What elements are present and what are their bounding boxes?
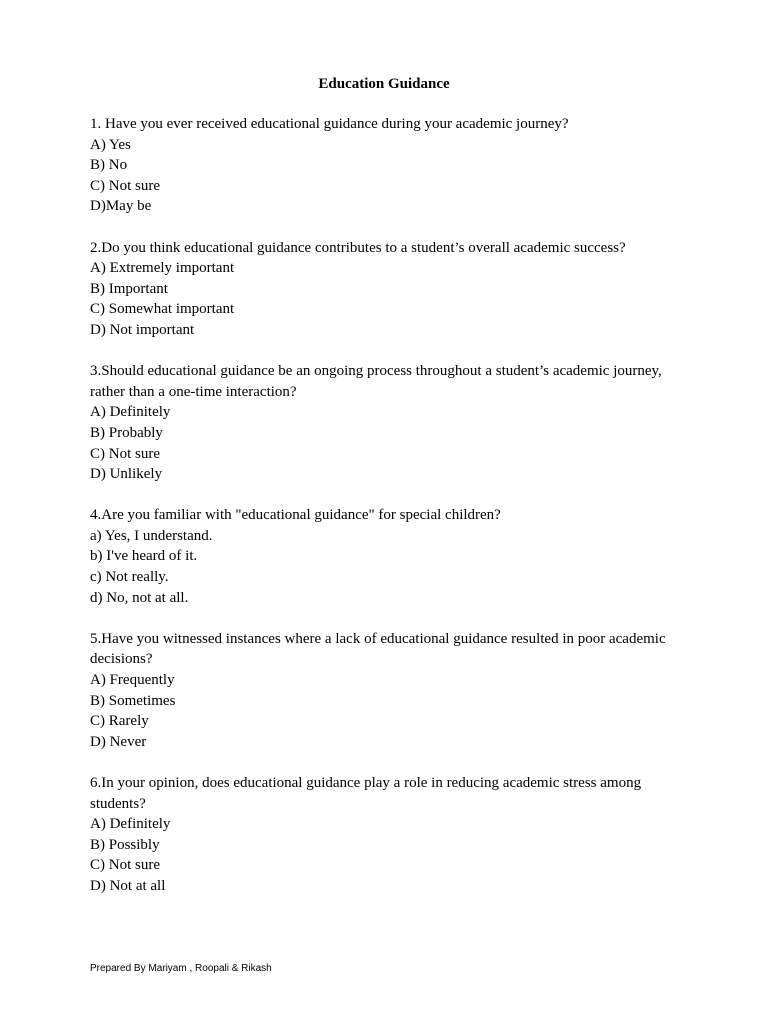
question-text: 5.Have you witnessed instances where a lack of educational guidance resulted in poor academic decisions? (90, 630, 666, 668)
answer-option: A) Frequently (90, 672, 175, 689)
question-4 (90, 505, 680, 608)
answer-option: C) Not sure (90, 177, 160, 194)
question-text: 3.Should educational guidance be an ongoing process throughout a student’s academic journey, rather than a one-time interaction? (90, 363, 662, 400)
question-text: 4.Are you familiar with "educational guidance" for special children? (90, 507, 501, 524)
answer-option: B) No (90, 157, 128, 174)
answer-option: d) No, not at all. (90, 589, 189, 606)
answer-option: D)May be (90, 198, 152, 215)
question-3 (90, 361, 680, 485)
answer-option: A) Definitely (90, 816, 171, 833)
answer-option: A) Extremely important (90, 260, 235, 277)
question-5 (90, 629, 680, 753)
answer-option: D) Not important (90, 321, 195, 338)
answer-option: B) Probably (90, 424, 163, 441)
question-6 (90, 773, 680, 897)
answer-option: a) Yes, I understand. (90, 527, 213, 544)
answer-option: D) Never (90, 733, 147, 750)
answer-option: c) Not really. (90, 569, 169, 586)
answer-option: C) Somewhat important (90, 301, 235, 318)
question-list (90, 114, 680, 917)
answer-option: b) I've heard of it. (90, 548, 198, 565)
answer-option: D) Unlikely (90, 466, 163, 483)
question-2 (90, 238, 680, 341)
footer-credit: Prepared By Mariyam , Roopali & Rikash (90, 963, 272, 974)
answer-option: C) Not sure (90, 445, 160, 462)
answer-option: B) Sometimes (90, 692, 176, 709)
question-text: 2.Do you think educational guidance contributes to a student’s overall academic success? (90, 239, 626, 256)
answer-option: B) Possibly (90, 836, 160, 853)
answer-option: D) Not at all (90, 877, 166, 894)
document-title: Education Guidance (318, 76, 450, 92)
question-text: 6.In your opinion, does educational guidance play a role in reducing academic stress among students? (90, 775, 642, 812)
answer-option: C) Not sure (90, 857, 160, 874)
answer-option: B) Important (90, 280, 168, 297)
answer-option: A) Yes (90, 136, 131, 153)
question-text: 1. Have you ever received educational guidance during your academic journey? (90, 116, 569, 132)
answer-option: C) Rarely (90, 713, 149, 730)
question-1 (90, 114, 680, 217)
answer-option: A) Definitely (90, 404, 171, 421)
